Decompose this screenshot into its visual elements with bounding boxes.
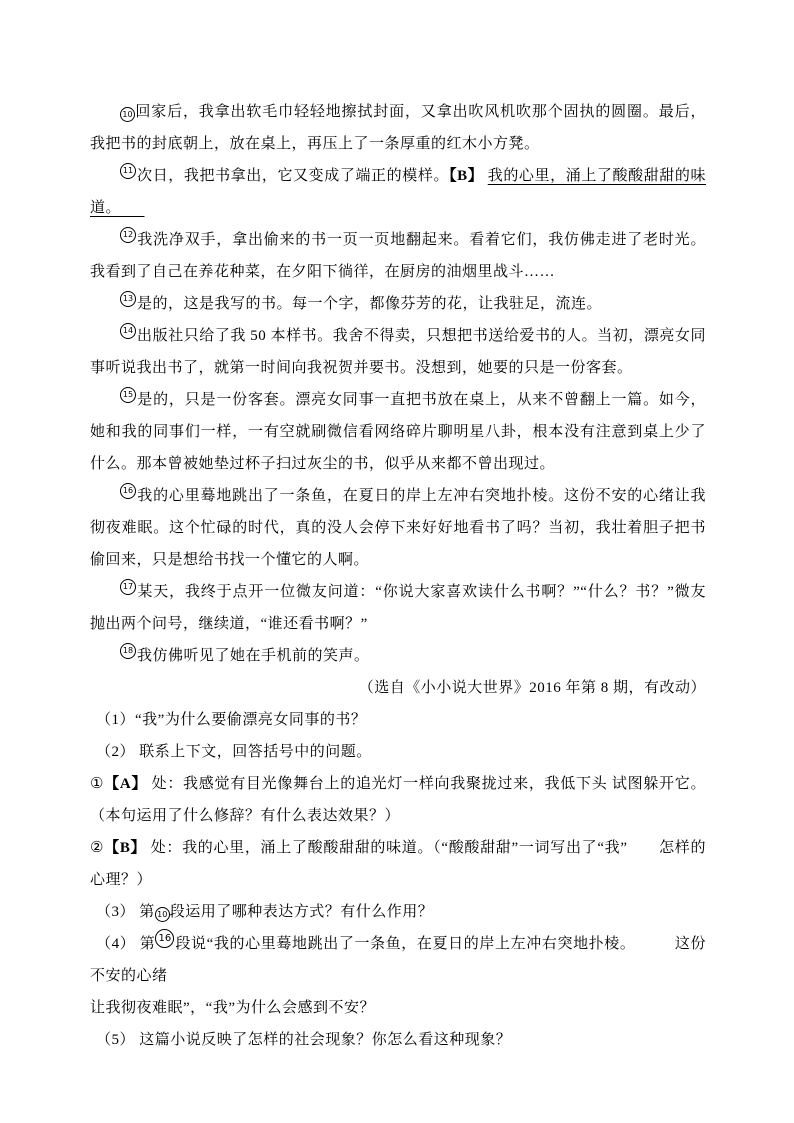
text-run: ① <box>90 776 105 792</box>
text-run: 段说“我的心里蓦地跳出了一条鱼，在夏日的岸上左冲右突地扑棱。 这份不安的心绪 <box>90 936 706 984</box>
question-2-sub-2 <box>90 832 706 896</box>
text-run: （2） 联系上下文，回答括号中的问题。 <box>96 744 372 760</box>
passage-paragraph-13 <box>90 288 706 320</box>
circled-paragraph-number: 10 <box>155 907 170 922</box>
text-run: 段运用了哪种表达方式？有什么作用？ <box>169 904 434 920</box>
text-run: 让我彻夜难眠”，“我”为什么会感到不安？ <box>90 1000 375 1016</box>
text-run: （选自《小小说大世界》2016 年第 8 期，有改动） <box>358 680 706 696</box>
superscript-paragraph-number: 11 <box>120 163 136 179</box>
source-attribution <box>90 672 706 704</box>
passage-paragraph-15 <box>90 384 706 480</box>
passage-paragraph-16 <box>90 480 706 576</box>
text-run: （5） 这篇小说反映了怎样的社会现象？你怎么看这种现象？ <box>96 1032 512 1048</box>
bold-marker-text: 【B】 <box>104 840 147 856</box>
question-4 <box>90 928 706 992</box>
superscript-paragraph-number: 13 <box>120 291 136 307</box>
text-run: ② <box>90 840 105 856</box>
text-run: 某天，我终于点开一位微友问道：“你说大家喜欢读什么书啊？”“什么？书？”微友抛出两个问号，继续道，“谁还看书啊？” <box>90 584 706 632</box>
text-run: （3） 第 <box>96 904 155 920</box>
question-2-sub-1 <box>90 768 706 832</box>
question-1 <box>90 704 706 736</box>
superscript-paragraph-number: 16 <box>120 483 136 499</box>
superscript-paragraph-number: 12 <box>120 227 136 243</box>
text-run: （1）“我”为什么要偷漂亮女同事的书？ <box>96 712 367 728</box>
bold-marker-text: 【A】 <box>104 776 148 792</box>
text-run: 回家后，我拿出软毛巾轻轻地擦拭封面，又拿出吹风机吹那个固执的圆圈。最后，我把书的封底朝上，放在桌上，再压上了一条厚重的红木小方凳。 <box>90 104 706 152</box>
text-run: 是的，这是我写的书。每一个字，都像芬芳的花，让我驻足，流连。 <box>137 296 603 312</box>
text-run: 处：我的心里，涌上了酸酸甜甜的味道。（“酸酸甜甜”一词写出了“我” 怎样的心理？） <box>90 840 706 888</box>
question-2 <box>90 736 706 768</box>
text-run: 我仿佛听见了她在手机前的笑声。 <box>137 648 370 664</box>
question-3 <box>90 896 706 928</box>
superscript-paragraph-number: 16 <box>155 929 174 948</box>
passage-paragraph-18 <box>90 640 706 672</box>
circled-paragraph-number: 10 <box>120 107 135 122</box>
superscript-paragraph-number: 18 <box>120 643 136 659</box>
passage-paragraph-14 <box>90 320 706 384</box>
passage-paragraph-10 <box>90 96 706 160</box>
question-4-continued <box>90 992 706 1024</box>
passage-paragraph-17 <box>90 576 706 640</box>
text-run: 我的心里蓦地跳出了一条鱼，在夏日的岸上左冲右突地扑棱。这份不安的心绪让我彻夜难眠。这个忙碌的时代，真的没人会停下来好好地看书了吗？当初，我壮着胆子把书偷回来，只是想给书找一个懂它的人啊。 <box>90 488 706 568</box>
passage-paragraph-11 <box>90 160 706 224</box>
text-run: （4） 第 <box>96 936 156 952</box>
superscript-paragraph-number: 17 <box>120 579 136 595</box>
question-5 <box>90 1024 706 1056</box>
text-run: 出版社只给了我 50 本样书。我舍不得卖，只想把书送给爱书的人。当初，漂亮女同事听说我出书了，就第一时间向我祝贺并要书。没想到，她要的只是一份客套。 <box>90 328 706 376</box>
passage-paragraph-12 <box>90 224 706 288</box>
text-run: 处：我感觉有目光像舞台上的追光灯一样向我聚拢过来，我低下头 试图躲开它。（本句运用了什么修辞？有什么表达效果？） <box>90 776 706 824</box>
document-body <box>90 96 706 1056</box>
bold-marker-text: 【B】 <box>449 168 484 184</box>
text-run: 我洗净双手，拿出偷来的书一页一页地翻起来。看着它们，我仿佛走进了老时光。我看到了自己在养花种菜，在夕阳下徜徉，在厨房的油烟里战斗…… <box>90 232 706 280</box>
underlined-text: 我的心里，涌上了酸酸甜甜的味道。 <box>90 168 707 216</box>
superscript-paragraph-number: 15 <box>120 387 136 403</box>
text-run: 次日，我把书拿出，它又变成了端正的模样。 <box>137 168 450 184</box>
text-run: 是的，只是一份客套。漂亮女同事一直把书放在桌上，从来不曾翻上一篇。如今，她和我的同事们一样，一有空就刷微信看网络碎片聊明星八卦，根本没有注意到桌上少了什么。那本曾被她垫过杯子扫过灰尘的书，似乎从来都不曾出现过。 <box>90 392 706 472</box>
superscript-paragraph-number: 14 <box>120 323 136 339</box>
